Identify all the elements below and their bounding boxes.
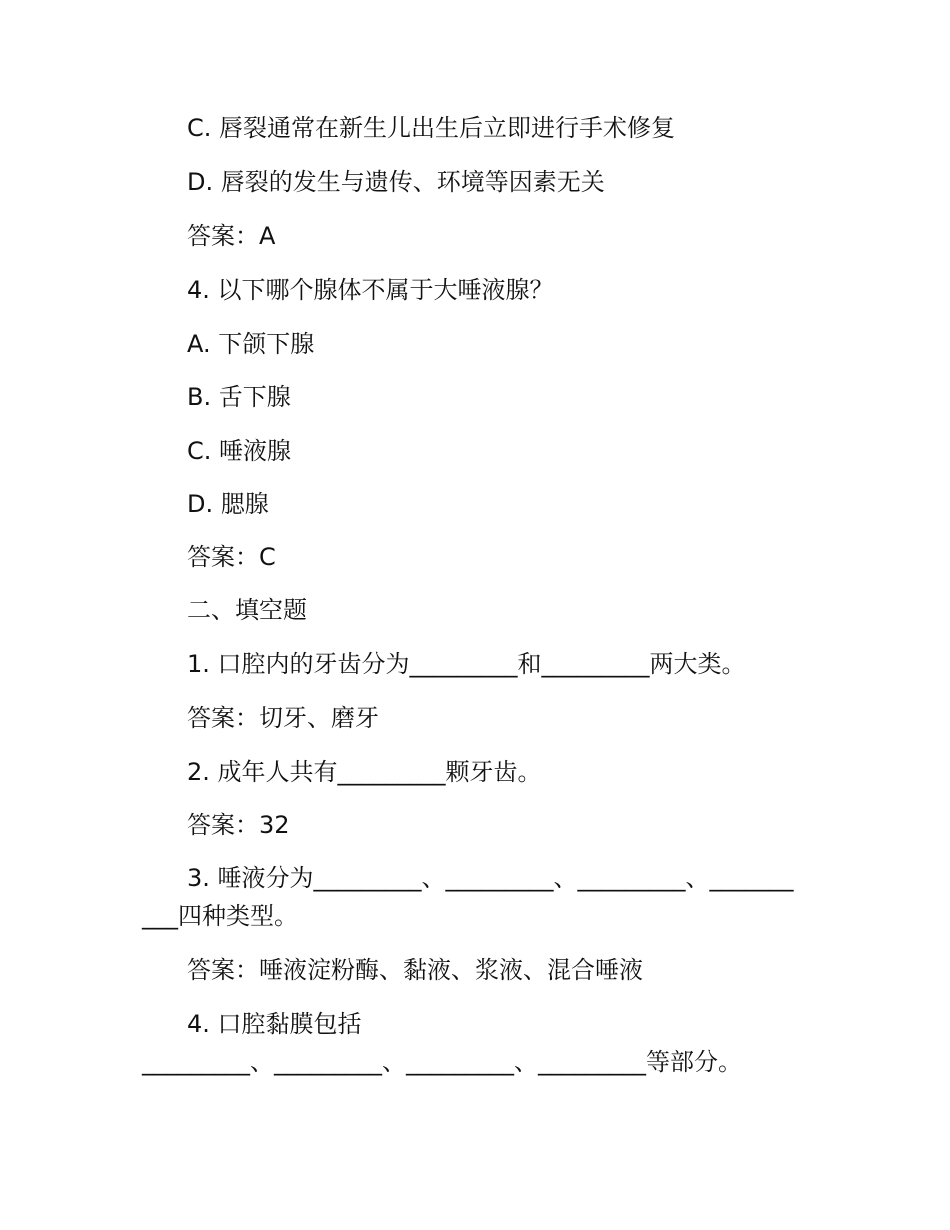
fill-answer-1: 答案：切牙、磨牙 [187,704,379,732]
fill-answer-3: 答案：唾液淀粉酶、黏液、浆液、混合唾液 [187,956,643,984]
option-d-q4: D. 腮腺 [187,490,269,518]
option-a-q4: A. 下颌下腺 [187,330,315,358]
section-heading-fill-in: 二、填空题 [187,596,307,624]
option-c-q4: C. 唾液腺 [187,437,292,465]
fill-answer-2: 答案：32 [187,811,290,839]
fill-question-2: 2. 成年人共有_________颗牙齿。 [187,758,542,786]
question-4: 4. 以下哪个腺体不属于大唾液腺？ [187,276,554,304]
fill-question-4: 4. 口腔黏膜包括 [187,1010,362,1038]
fill-question-4-continued: _________、_________、_________、_________等部分。 [142,1048,742,1076]
option-b-q4: B. 舌下腺 [187,383,291,411]
answer-q3: 答案：A [187,222,276,250]
fill-question-1: 1. 口腔内的牙齿分为_________和_________两大类。 [187,650,746,678]
fill-question-3: 3. 唾液分为_________、_________、_________、_______ [187,864,794,892]
option-c-q3: C. 唇裂通常在新生儿出生后立即进行手术修复 [187,114,676,142]
option-d-q3: D. 唇裂的发生与遗传、环境等因素无关 [187,168,605,196]
fill-question-3-continued: ___四种类型。 [142,902,298,930]
answer-q4: 答案：C [187,543,276,571]
